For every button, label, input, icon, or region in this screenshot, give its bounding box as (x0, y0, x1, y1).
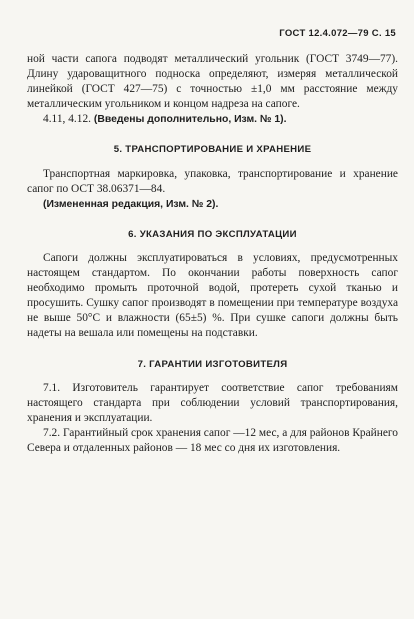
section-5-paragraph: Транспортная маркировка, упаковка, транспортирование и хранение сапог по ОСТ 38.06371—84. (27, 167, 398, 195)
items-number: 4.11, 4.12. (43, 113, 91, 126)
section-7-paragraph-1: 7.1. Изготовитель гарантирует соответствие сапог требованиям настоящего стандарта при соблюдении условий транспортирования, хранения и эксплуатации. (27, 381, 398, 424)
items-note: (Введены дополнительно, Изм. № 1). (93, 114, 287, 126)
section-6-paragraph: Сапоги должны эксплуатироваться в условиях, предусмотренных настоящем стандартом. По окончании работы поверхность сапог необходимо промыть проточной водой, протереть сухой тканью и просушить. Сушку сапог производят в помещении при температуре воздуха не выше 50°С и влажности (65±5) %. При сушке сапоги должны быть надеты на вешала или помещены на подставки. (27, 251, 398, 340)
section-5-title: 5. ТРАНСПОРТИРОВАНИЕ И ХРАНЕНИЕ (113, 144, 312, 156)
page-header: ГОСТ 12.4.072—79 С. 15 (279, 28, 396, 39)
section-5-note: (Измененная редакция, Изм. № 2). (43, 198, 219, 210)
section-7-paragraph-2: 7.2. Гарантийный срок хранения сапог —12 мес, а для районов Крайнего Севера и отдаленных районов — 18 мес со дня их изготовления. (27, 426, 398, 454)
section-6-title: 6. УКАЗАНИЯ ПО ЭКСПЛУАТАЦИИ (128, 228, 297, 240)
section-5-note-paragraph (27, 197, 398, 212)
intro-paragraph: ной части сапога подводят металлический угольник (ГОСТ 3749—77). Длину удароващитного подноска определяют, измеряя металлической линейкой (ГОСТ 427—75) с точностью ±1,0 мм расстояние между металлическим угольником и концом надреза на сапоге. (27, 53, 398, 111)
document-body (27, 52, 398, 456)
section-7-title: 7. ГАРАНТИИ ИЗГОТОВИТЕЛЯ (137, 358, 288, 370)
items-4-11-12-paragraph (27, 112, 398, 127)
